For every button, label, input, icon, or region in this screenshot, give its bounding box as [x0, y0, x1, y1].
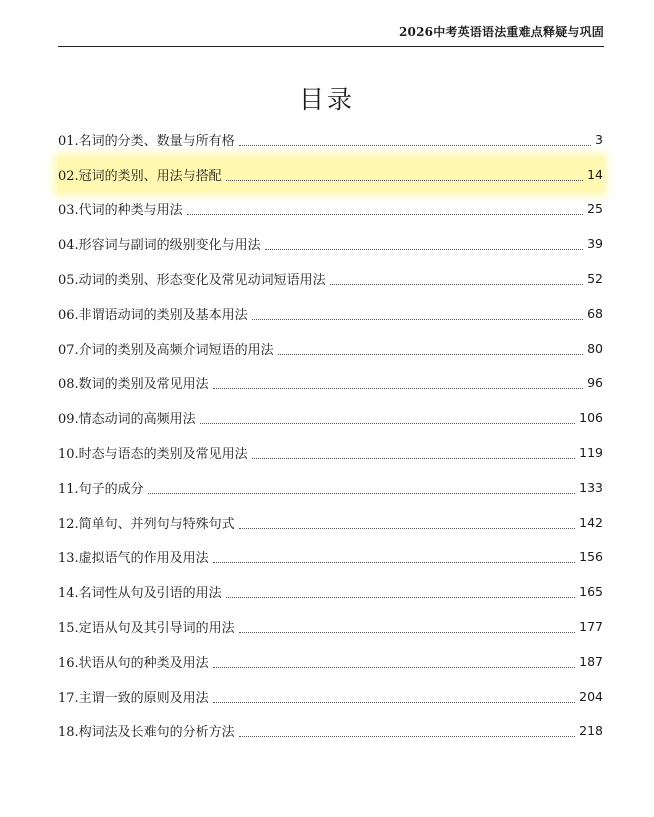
dot-leader — [239, 735, 575, 737]
toc-entry-page: 165 — [579, 584, 603, 600]
dot-leader — [148, 492, 575, 494]
toc-entry-title: 12.简单句、并列句与特殊句式 — [58, 516, 235, 532]
toc-entry-page: 119 — [579, 445, 603, 461]
toc-entry-page: 187 — [579, 653, 603, 669]
dot-leader — [239, 631, 575, 633]
toc-entry-page: 3 — [595, 131, 603, 147]
dot-leader — [200, 422, 575, 424]
toc-entry-page: 156 — [579, 549, 603, 565]
toc-entry-title: 13.虚拟语气的作用及用法 — [58, 551, 209, 567]
dot-leader — [213, 666, 575, 668]
toc-entry-title: 18.构词法及长难句的分析方法 — [58, 725, 235, 741]
toc-entry-11[interactable] — [58, 470, 603, 505]
toc-entry-title: 08.数词的类别及常见用法 — [58, 377, 209, 393]
toc-entry-title: 04.形容词与副词的级别变化与用法 — [58, 238, 261, 254]
toc-entry-page: 177 — [579, 619, 603, 635]
toc-entry-18[interactable] — [58, 714, 603, 749]
dot-leader — [213, 561, 575, 563]
dot-leader — [239, 144, 591, 146]
table-of-contents — [58, 122, 603, 748]
toc-entry-title: 17.主谓一致的原则及用法 — [58, 690, 209, 706]
toc-entry-page: 96 — [587, 375, 603, 391]
dot-leader — [226, 596, 575, 598]
toc-entry-title: 05.动词的类别、形态变化及常见动词短语用法 — [58, 273, 326, 289]
toc-entry-12[interactable] — [58, 505, 603, 540]
toc-entry-08[interactable] — [58, 366, 603, 401]
dot-leader — [330, 283, 583, 285]
toc-entry-title: 14.名词性从句及引语的用法 — [58, 586, 222, 602]
toc-entry-01[interactable] — [58, 122, 603, 157]
toc-entry-page: 25 — [587, 201, 603, 217]
toc-entry-16[interactable] — [58, 644, 603, 679]
toc-entry-page: 52 — [587, 271, 603, 287]
toc-entry-17[interactable] — [58, 679, 603, 714]
dot-leader — [213, 701, 575, 703]
toc-entry-03[interactable] — [58, 192, 603, 227]
toc-entry-15[interactable] — [58, 609, 603, 644]
dot-leader — [265, 248, 583, 250]
toc-entry-title: 06.非谓语动词的类别及基本用法 — [58, 307, 248, 323]
dot-leader — [187, 213, 583, 215]
toc-entry-05[interactable] — [58, 261, 603, 296]
toc-entry-page: 39 — [587, 236, 603, 252]
toc-entry-06[interactable] — [58, 296, 603, 331]
toc-entry-09[interactable] — [58, 400, 603, 435]
dot-leader — [213, 387, 583, 389]
toc-entry-page: 80 — [587, 340, 603, 356]
toc-entry-page: 218 — [579, 723, 603, 739]
page-header — [58, 22, 604, 47]
toc-entry-title: 10.时态与语态的类别及常见用法 — [58, 447, 248, 463]
toc-entry-07[interactable] — [58, 331, 603, 366]
toc-entry-04[interactable] — [58, 226, 603, 261]
toc-entry-page: 204 — [579, 688, 603, 704]
toc-entry-13[interactable] — [58, 540, 603, 575]
toc-entry-14[interactable] — [58, 574, 603, 609]
toc-entry-title: 02.冠词的类别、用法与搭配 — [58, 168, 222, 184]
toc-entry-title: 03.代词的种类与用法 — [58, 203, 183, 219]
toc-entry-title: 01.名词的分类、数量与所有格 — [58, 133, 235, 149]
toc-entry-02[interactable] — [58, 157, 603, 192]
dot-leader — [239, 527, 575, 529]
header-title: 2026中考英语语法重难点释疑与巩固 — [399, 25, 604, 39]
toc-entry-page: 142 — [579, 514, 603, 530]
dot-leader — [252, 318, 583, 320]
dot-leader — [278, 353, 583, 355]
dot-leader — [252, 457, 575, 459]
toc-entry-page: 106 — [579, 410, 603, 426]
toc-entry-page: 68 — [587, 305, 603, 321]
toc-entry-10[interactable] — [58, 435, 603, 470]
toc-entry-title: 16.状语从句的种类及用法 — [58, 655, 209, 671]
toc-entry-page: 14 — [587, 166, 603, 182]
toc-entry-title: 15.定语从句及其引导词的用法 — [58, 621, 235, 637]
toc-entry-title: 11.句子的成分 — [58, 481, 144, 497]
toc-title: 目录 — [298, 85, 355, 114]
toc-entry-page: 133 — [579, 479, 603, 495]
dot-leader — [226, 179, 583, 181]
toc-entry-title: 07.介词的类别及高频介词短语的用法 — [58, 342, 274, 358]
toc-entry-title: 09.情态动词的高频用法 — [58, 412, 196, 428]
